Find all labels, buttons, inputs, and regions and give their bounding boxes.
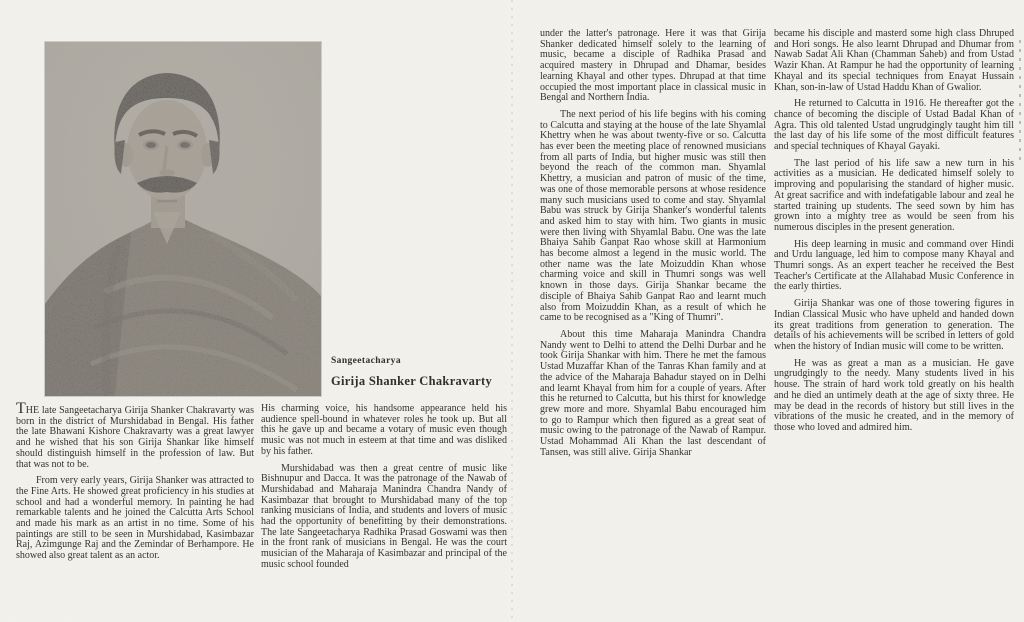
paragraph: Girija Shankar was one of those towering figures in Indian Classical Music who have upheld and handed down its great traditions from generation to generation. The details of his achievements will be scribed in letters of gold when the history of Indian music will come to be written. — [774, 298, 1014, 352]
right-page-column-2 — [774, 29, 1014, 440]
page-gutter-fold — [511, 0, 513, 622]
caption-title: Sangeetacharya — [331, 356, 401, 366]
caption-name: Girija Shanker Chakravarty — [331, 374, 493, 388]
paragraph: His charming voice, his handsome appearance held his audience spell-bound in whatever roles he took up. But all this he gave up and became a votary of music even though music was not much in esteem at that time and was disliked by his father. — [261, 403, 507, 457]
paragraph: THE late Sangeetacharya Girija Shanker Chakravarty was born in the district of Murshidabad in Bengal. His father the late Bhawani Kishore Chakravarty was a great lawyer and he wished that his son Girija Shankar like himself should distinguish himself in the profession of law. But that was not to be. — [16, 400, 254, 470]
paragraph: About this time Maharaja Manindra Chandra Nandy went to Delhi to attend the Delhi Durbar and he took Girija Shankar with him. There he met the famous Ustad Muzaffar Khan of the Tanras Khan family and at the advice of the Maharaja Bahadur stayed on in Delhi and learnt Khayal from him for a couple of years. After this he returned to Calcutta, but his thirst for knowledge grew more and more. Shyamlal Babu encouraged him to go to Rampur which then figured as a great seat of music owing to the patronage of the Nawab of Rampur. Ustad Mohammad Ali Khan the last descendant of Tansen, was still alive. Girija Shankar — [540, 328, 766, 458]
paragraph: under the latter's patronage. Here it was that Girija Shanker dedicated himself solely to the learning of music, became a disciple of Radhika Prasad and acquired mastery in Dhrupad and Dhamar, besides learning Khayal and other types. Dhrupad at that time occupied the most important place in classical music in Bengal and Northern India. — [540, 28, 766, 104]
paragraph: The next period of his life begins with his coming to Calcutta and staying at the house of the late Shyamlal Khettry when he was about twenty-five or so. Calcutta has ever been the meeting place of renowned musicians from all parts of India, but higher music was still then beyond the reach of the common man. Shyamlal Khettry, a musician and patron of music of the time, was one of those memorable persons at whose residence many such musicians used to come and stay. Shyamlal Babu was struck by Girija Shanker's wonderful talents and asked him to stay with him. Two giants in music were then living with Shyamlal Babu. One was the late Bhaiya Sahib Ganpat Rao whose skill at Harmonium has become almost a legend in the music world. The other name was the late Moizuddin Khan whose charming voice and skill in Thumri songs was well known in those days. Girija Shankar became the disciple of Bhaiya Sahib Ganpat Rao and learnt much also from Moizuddin Khan, as a result of which he came to be recognised as a "King of Thumri". — [540, 108, 766, 324]
paragraph: became his disciple and masterd some high class Dhruped and Hori songs. He also learnt Dhrupad and Dhumar from Nawab Sadat Ali Khan (Chamman Saheb) and from Ustad Wazir Khan. At Rampur he had the opportunity of learning Khayal and its special techniques from Enayat Hussain Khan, son-in-law of Ustad Haddu Khan of Gwalior. — [774, 28, 1014, 93]
paragraph: Murshidabad was then a great centre of music like Bishnupur and Dacca. It was the patronage of the Nawab of Murshidabad and Maharaja Manindra Chandra Nandy of Kasimbazar that brought to Murshidabad many of the top ranking musicians of India, and students and lovers of music had the opportunity of benefitting by their demonstrations. The late Sangeetacharya Radhika Prasad Goswami was then in the front rank of musicians in Bengal. He was the court musician of the Maharaja of Kasimbazar and principal of the music school founded — [261, 462, 507, 570]
left-page-column-2 — [261, 404, 507, 577]
paragraph: He returned to Calcutta in 1916. He thereafter got the chance of becoming the disciple of Ustad Badal Khan of Agra. This old talented Ustad ungrudgingly taught him till the last day of his life some of the most difficult features and special techniques of Khayal Gayaki. — [774, 98, 1014, 153]
paragraph: His deep learning in music and command over Hindi and Urdu language, led him to compose many Khayal and Thumri songs. As an expert teacher he received the Best Teacher's Certificate at the Allahabad Music Conference in the early thirties. — [774, 238, 1014, 293]
paragraph: From very early years, Girija Shanker was attracted to the Fine Arts. He showed great proficiency in his studies at school and had a wonderful memory. In painting he had remarkable talents and he joined the Calcutta Arts School and made his mark as an artist in no time. Some of his paintings are still to be seen in Murshidabad, Kasimbazar Raj, Azimgunge Raj and the Zemindar of Berhampore. He showed also great talent as an actor. — [16, 475, 254, 562]
right-page-column-1 — [540, 29, 766, 464]
portrait-photo — [45, 42, 321, 396]
photo-caption — [331, 356, 492, 389]
paragraph: The last period of his life saw a new turn in his activities as a musician. He dedicated himself solely to improving and popularising the standard of higher music. At great sacrifice and with indefatigable labour and zeal he started training up students. The seed sown by him has grown into a mighty tree as would be seen from his numerous disciples in the present generation. — [774, 157, 1014, 233]
scan-edge-marks — [1019, 40, 1021, 160]
paragraph: He was as great a man as a musician. He gave ungrudgingly to the needy. Many students lived in his house. The strain of hard work told greatly on his health and he died an untimely death at the age of sixty three. He may be dead in the records of history but still lives in the vibrations of the music he created, and in the memory of those who loved and admired him. — [774, 357, 1014, 433]
left-page-column-1 — [16, 400, 254, 568]
portrait-illustration — [45, 42, 321, 396]
